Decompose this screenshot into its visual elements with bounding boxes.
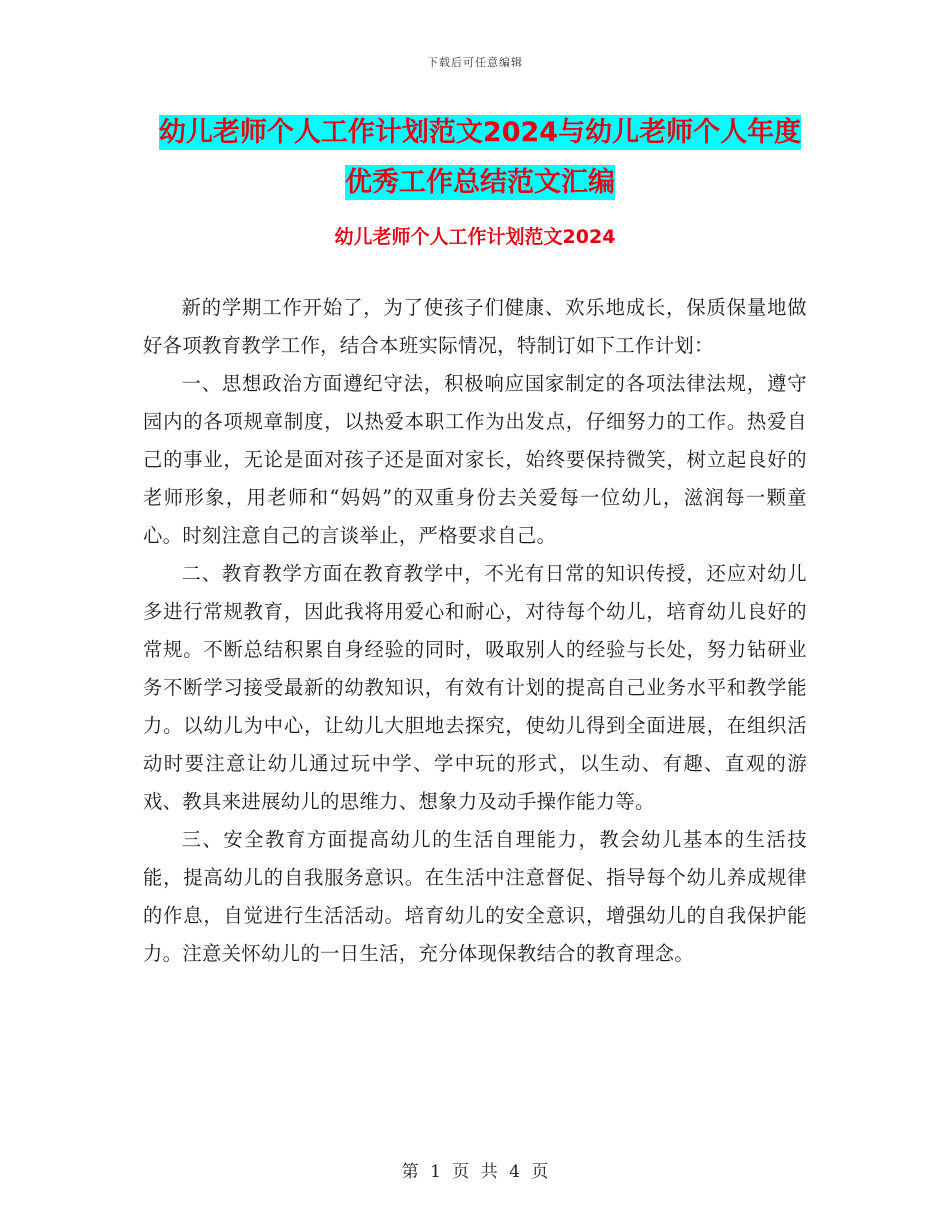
paragraph-safety: 三、安全教育方面提高幼儿的生活自理能力，教会幼儿基本的生活技能，提高幼儿的自我服务意识。在生活中注意督促、指导每个幼儿养成规律的作息，自觉进行生活活动。培育幼儿的安全意识，增强幼儿的自我保护能力。注意关怀幼儿的一日生活，充分体现保教结合的教育理念。 — [143, 828, 807, 965]
document-title — [130, 108, 830, 208]
page-number: 第 1 页 共 4 页 — [401, 1162, 549, 1182]
paragraph-ideology: 一、思想政治方面遵纪守法，积极响应国家制定的各项法律法规，遵守园内的各项规章制度，以热爱本职工作为出发点，仔细努力的工作。热爱自己的事业，无论是面对孩子还是面对家长，始终要保持微笑，树立起良好的老师形象，用老师和“妈妈”的双重身份去关爱每一位幼儿，滋润每一颗童心。时刻注意自己的言谈举止，严格要求自己。 — [143, 372, 807, 547]
document-title-line-1: 幼儿老师个人工作计划范文2024与幼儿老师个人年度 — [158, 117, 802, 148]
section-heading: 幼儿老师个人工作计划范文2024 — [334, 226, 616, 248]
page-header-note: 下载后可任意编辑 — [427, 56, 523, 69]
document-body — [143, 289, 807, 973]
document-title-line-2: 优秀工作总结范文汇编 — [345, 167, 615, 198]
paragraph-teaching: 二、教育教学方面在教育教学中，不光有日常的知识传授，还应对幼儿多进行常规教育，因此我将用爱心和耐心，对待每个幼儿，培育幼儿良好的常规。不断总结积累自身经验的同时，吸取别人的经验与长处，努力钻研业务不断学习接受最新的幼教知识，有效有计划的提高自己业务水平和教学能力。以幼儿为中心，让幼儿大胆地去探究，使幼儿得到全面进展，在组织活动时要注意让幼儿通过玩中学、学中玩的形式，以生动、有趣、直观的游戏、教具来进展幼儿的思维力、想象力及动手操作能力等。 — [143, 562, 807, 813]
paragraph-intro: 新的学期工作开始了，为了使孩子们健康、欢乐地成长，保质保量地做好各项教育教学工作，结合本班实际情况，特制订如下工作计划： — [143, 296, 807, 357]
